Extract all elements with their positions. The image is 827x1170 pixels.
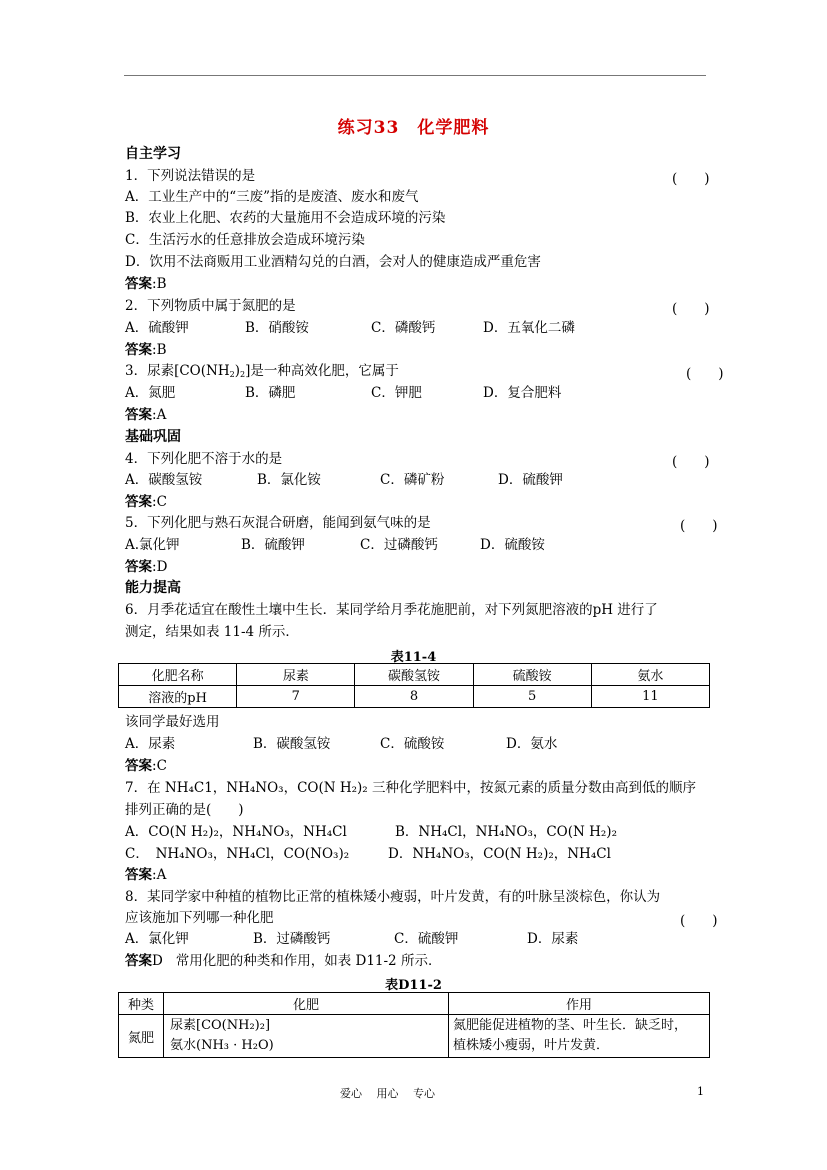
q6-answer: 答案:C — [125, 758, 167, 774]
answer-label: 答案 — [125, 559, 152, 575]
q4-option-c: C．磷矿粉 — [380, 472, 445, 488]
fertilizer-name: 氨水(NH₃ · H₂O) — [170, 1038, 274, 1053]
q1-option-d: D．饮用不法商贩用工业酒精勾兑的白酒，会对人的健康造成严重危害 — [125, 254, 541, 270]
answer-label: 答案 — [125, 867, 152, 883]
q2-option-a: A．硫酸钾 — [125, 320, 189, 336]
page-number: 1 — [697, 1085, 704, 1098]
q8-option-b: B．过磷酸钙 — [253, 931, 331, 947]
q8-answer — [125, 952, 441, 970]
question-2-stem: 2．下列物质中属于氮肥的是 — [125, 298, 296, 314]
q8-option-c: C．硫酸钾 — [394, 931, 459, 947]
fertilizer-table — [118, 992, 710, 1058]
section-heading: 自主学习 — [125, 146, 181, 162]
table-header-cell: 碳酸氢铵 — [355, 664, 473, 686]
q6-option-b: B．碳酸氢铵 — [253, 736, 331, 752]
table-cell — [449, 1015, 710, 1058]
q7-answer: 答案:A — [125, 867, 167, 883]
answer-note: 常用化肥的种类和作用，如表 D11-2 所示． — [175, 953, 442, 969]
answer-blank: ( ) — [686, 366, 724, 382]
q8-option-a: A．氯化钾 — [125, 931, 189, 947]
q2-option-c: C．磷酸钙 — [371, 320, 436, 336]
table-row — [119, 1015, 710, 1058]
table-cell: 5 — [473, 686, 591, 708]
table-caption: 表D11-2 — [385, 978, 442, 993]
table-header-cell: 尿素 — [237, 664, 355, 686]
q2-option-b: B．硝酸铵 — [245, 320, 309, 336]
q6-option-d: D．氨水 — [506, 736, 558, 752]
header-rule — [124, 75, 706, 76]
q1-option-c: C．生活污水的任意排放会造成环境污染 — [125, 232, 365, 248]
q4-option-b: B．氯化铵 — [257, 472, 321, 488]
table-header-cell: 化肥名称 — [119, 664, 237, 686]
question-5-stem: 5．下列化肥与熟石灰混合研磨，能闻到氨气味的是 — [125, 515, 431, 531]
page-title: 练习33 化学肥料 — [337, 118, 490, 138]
table-cell: 氮肥 — [119, 1015, 164, 1058]
answer-label: 答案 — [125, 953, 152, 969]
answer-blank: ( ) — [672, 171, 710, 187]
q5-option-d: D．硫酸铵 — [480, 537, 545, 553]
table-cell — [164, 1015, 449, 1058]
answer-value: B — [156, 342, 167, 358]
q6-option-a: A．尿素 — [125, 736, 176, 752]
answer-label: 答案 — [125, 342, 152, 358]
q3-answer: 答案:A — [125, 407, 167, 423]
q1-answer: 答案:B — [125, 276, 167, 292]
answer-blank: ( ) — [680, 913, 718, 929]
footer-motto: 爱心 用心 专心 — [340, 1087, 435, 1100]
table-cell: 溶液的pH — [119, 686, 237, 708]
question-6-stem-line-3: 该同学最好选用 — [125, 714, 220, 730]
table-caption: 表11-4 — [390, 650, 437, 665]
ph-table — [118, 663, 710, 708]
question-6-stem-line-1: 6．月季花适宜在酸性土壤中生长．某同学给月季花施肥前，对下列氮肥溶液的pH 进行了 — [125, 602, 658, 618]
table-header-cell: 氨水 — [591, 664, 709, 686]
q4-option-d: D．硫酸钾 — [498, 472, 563, 488]
answer-label: 答案 — [125, 758, 152, 774]
question-3-stem: 3．尿素$[CO(NH_2)_2]$是一种高效化肥，它属于 — [125, 363, 399, 379]
question-4-stem: 4．下列化肥不溶于水的是 — [125, 451, 283, 467]
q7-option-b: B．NH₄Cl，NH₄NO₃，CO(N H₂)₂ — [395, 824, 617, 840]
answer-label: 答案 — [125, 276, 152, 292]
table-cell: 7 — [237, 686, 355, 708]
q1-option-b: B．农业上化肥、农药的大量施用不会造成环境的污染 — [125, 210, 446, 226]
q4-answer: 答案:C — [125, 494, 167, 510]
answer-value: C — [156, 758, 167, 774]
q3-option-a: A．氮肥 — [125, 385, 176, 401]
table-header-cell: 硫酸铵 — [473, 664, 591, 686]
q5-option-b: B．硫酸钾 — [241, 537, 305, 553]
table-cell: 8 — [355, 686, 473, 708]
q3-option-d: D．复合肥料 — [483, 385, 562, 401]
answer-value: C — [156, 494, 167, 510]
table-cell: 11 — [591, 686, 709, 708]
table-row — [119, 686, 710, 708]
q5-option-c: C．过磷酸钙 — [360, 537, 438, 553]
q5-answer: 答案:D — [125, 559, 168, 575]
q7-option-a: A．CO(N H₂)₂，NH₄NO₃，NH₄Cl — [125, 824, 347, 840]
q7-option-c: C． NH₄NO₃，NH₄Cl，CO(NO₃)₂ — [125, 846, 350, 862]
section-heading: 基础巩固 — [125, 429, 181, 445]
table-header-row — [119, 993, 710, 1015]
question-8-stem-line-2: 应该施加下列哪一种化肥 — [125, 910, 274, 926]
answer-value: D — [152, 953, 163, 969]
q2-option-d: D．五氧化二磷 — [483, 320, 575, 336]
q8-option-d: D．尿素 — [527, 931, 579, 947]
question-1-stem: 1．下列说法错误的是 — [125, 168, 256, 184]
table-header-row — [119, 664, 710, 686]
effect-text: 氮肥能促进植物的茎、叶生长．缺乏时， — [453, 1018, 688, 1033]
answer-value: B — [156, 276, 167, 292]
answer-label: 答案 — [125, 494, 152, 510]
q4-option-a: A．碳酸氢铵 — [125, 472, 203, 488]
q5-option-a: A.氯化钾 — [125, 537, 180, 553]
fertilizer-name: 尿素[CO(NH₂)₂] — [170, 1018, 271, 1033]
answer-value: D — [156, 559, 168, 575]
q1-option-a: A．工业生产中的“三废”指的是废渣、废水和废气 — [125, 189, 419, 205]
effect-text: 植株矮小瘦弱，叶片发黄． — [453, 1038, 610, 1053]
question-7-stem-line-1: 7．在 NH₄C1，NH₄NO₃，CO(N H₂)₂ 三种化学肥料中，按氮元素的质量分数由高到低的顺序 — [125, 780, 697, 796]
question-8-stem-line-1: 8．某同学家中种植的植物比正常的植株矮小瘦弱，叶片发黄，有的叶脉呈淡棕色，你认为 — [125, 889, 661, 905]
q6-option-c: C．硫酸铵 — [380, 736, 445, 752]
q7-option-d: D．NH₄NO₃，CO(N H₂)₂，NH₄Cl — [388, 846, 611, 862]
table-header-cell: 种类 — [119, 993, 164, 1015]
question-6-stem-line-2: 测定，结果如表 11-4 所示． — [125, 624, 299, 640]
section-heading: 能力提高 — [125, 580, 181, 596]
answer-value: A — [156, 867, 167, 883]
q3-option-b: B．磷肥 — [245, 385, 296, 401]
answer-blank: ( ) — [672, 454, 710, 470]
answer-blank: ( ) — [672, 301, 710, 317]
q2-answer: 答案:B — [125, 342, 167, 358]
table-header-cell: 化肥 — [164, 993, 449, 1015]
q3-option-c: C．钾肥 — [371, 385, 422, 401]
answer-value: A — [156, 407, 167, 423]
table-header-cell: 作用 — [449, 993, 710, 1015]
answer-label: 答案 — [125, 407, 152, 423]
question-7-stem-line-2: 排列正确的是( ) — [125, 802, 244, 818]
answer-blank: ( ) — [680, 518, 718, 534]
